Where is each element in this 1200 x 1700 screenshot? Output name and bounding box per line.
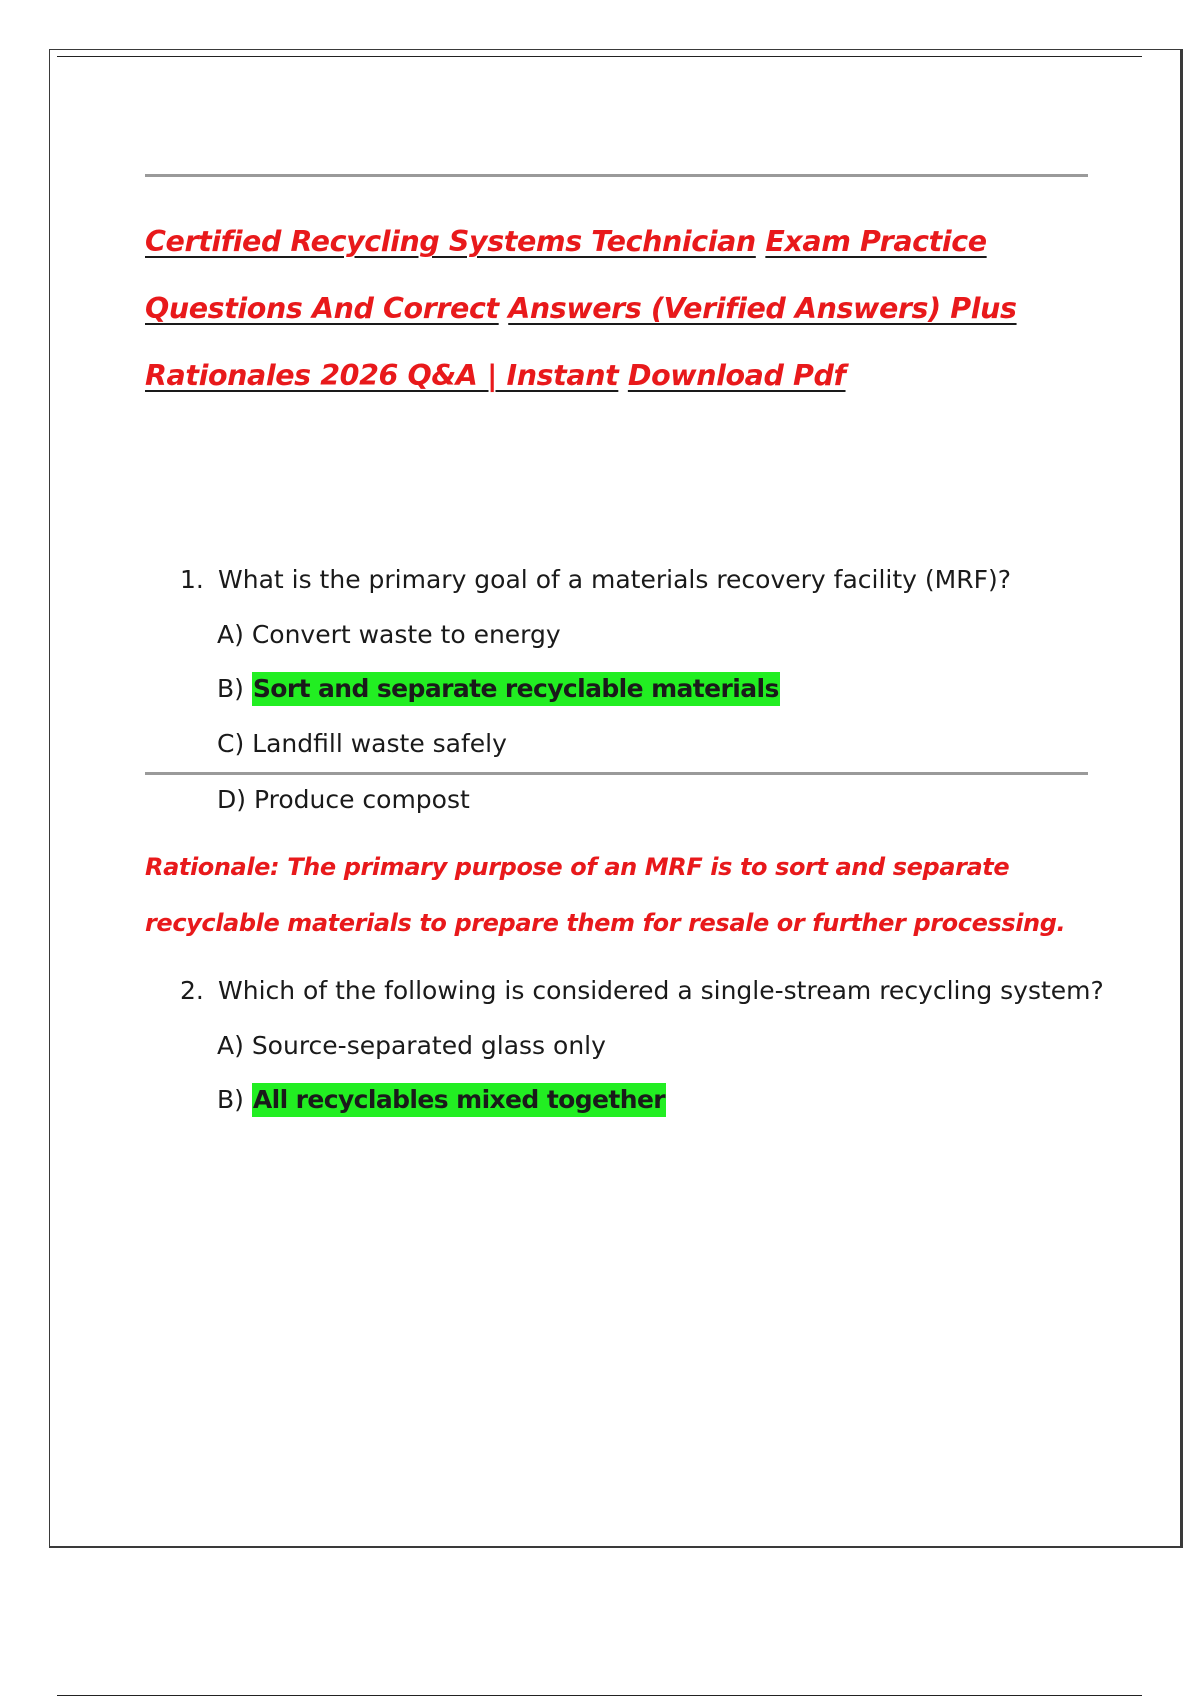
option-letter: B) [217, 674, 244, 703]
option-1d [217, 785, 470, 815]
header-rule [57, 56, 1142, 57]
title-segment: Rationales 2026 Q&A | Instant [145, 359, 619, 392]
title-segment: Exam Practice [765, 225, 987, 258]
title-divider [145, 174, 1088, 177]
option-1a [217, 620, 561, 650]
correct-answer-highlight: All recyclables mixed together [252, 1083, 666, 1117]
title-segment: Certified Recycling Systems Technician [145, 225, 756, 258]
question-text: Which of the following is considered a single-stream recycling system? [218, 976, 1104, 1005]
question-number: 2. [180, 976, 204, 1005]
option-1c [217, 729, 507, 759]
correct-answer-highlight: Sort and separate recyclable materials [252, 672, 780, 706]
option-letter: D) [217, 785, 247, 814]
option-letter: B) [217, 1085, 244, 1114]
option-letter: A) [217, 620, 244, 649]
question-text: What is the primary goal of a materials recovery facility (MRF)? [218, 565, 1012, 594]
question-2 [180, 976, 1104, 1006]
option-text: Source-separated glass only [251, 1031, 606, 1060]
question-1 [180, 565, 1011, 595]
footer-rule [57, 1695, 1142, 1696]
option-text: Convert waste to energy [251, 620, 561, 649]
option-text: Produce compost [253, 785, 470, 814]
option-text: Landfill waste safely [252, 729, 507, 758]
option-1b [217, 674, 780, 704]
option-2b [217, 1085, 666, 1115]
title-segment: Download Pdf [627, 359, 846, 392]
option-2a [217, 1031, 606, 1061]
section-divider [145, 772, 1088, 775]
rationale-1: Rationale: The primary purpose of an MRF is to sort and separate recyclable materials to prepare them for resale or further processing. [145, 853, 1066, 937]
document-title [145, 208, 1085, 409]
question-number: 1. [180, 565, 204, 594]
title-segment: Answers (Verified Answers) Plus [508, 292, 1017, 325]
option-letter: A) [217, 1031, 244, 1060]
title-segment: Questions And Correct [145, 292, 499, 325]
option-letter: C) [217, 729, 245, 758]
